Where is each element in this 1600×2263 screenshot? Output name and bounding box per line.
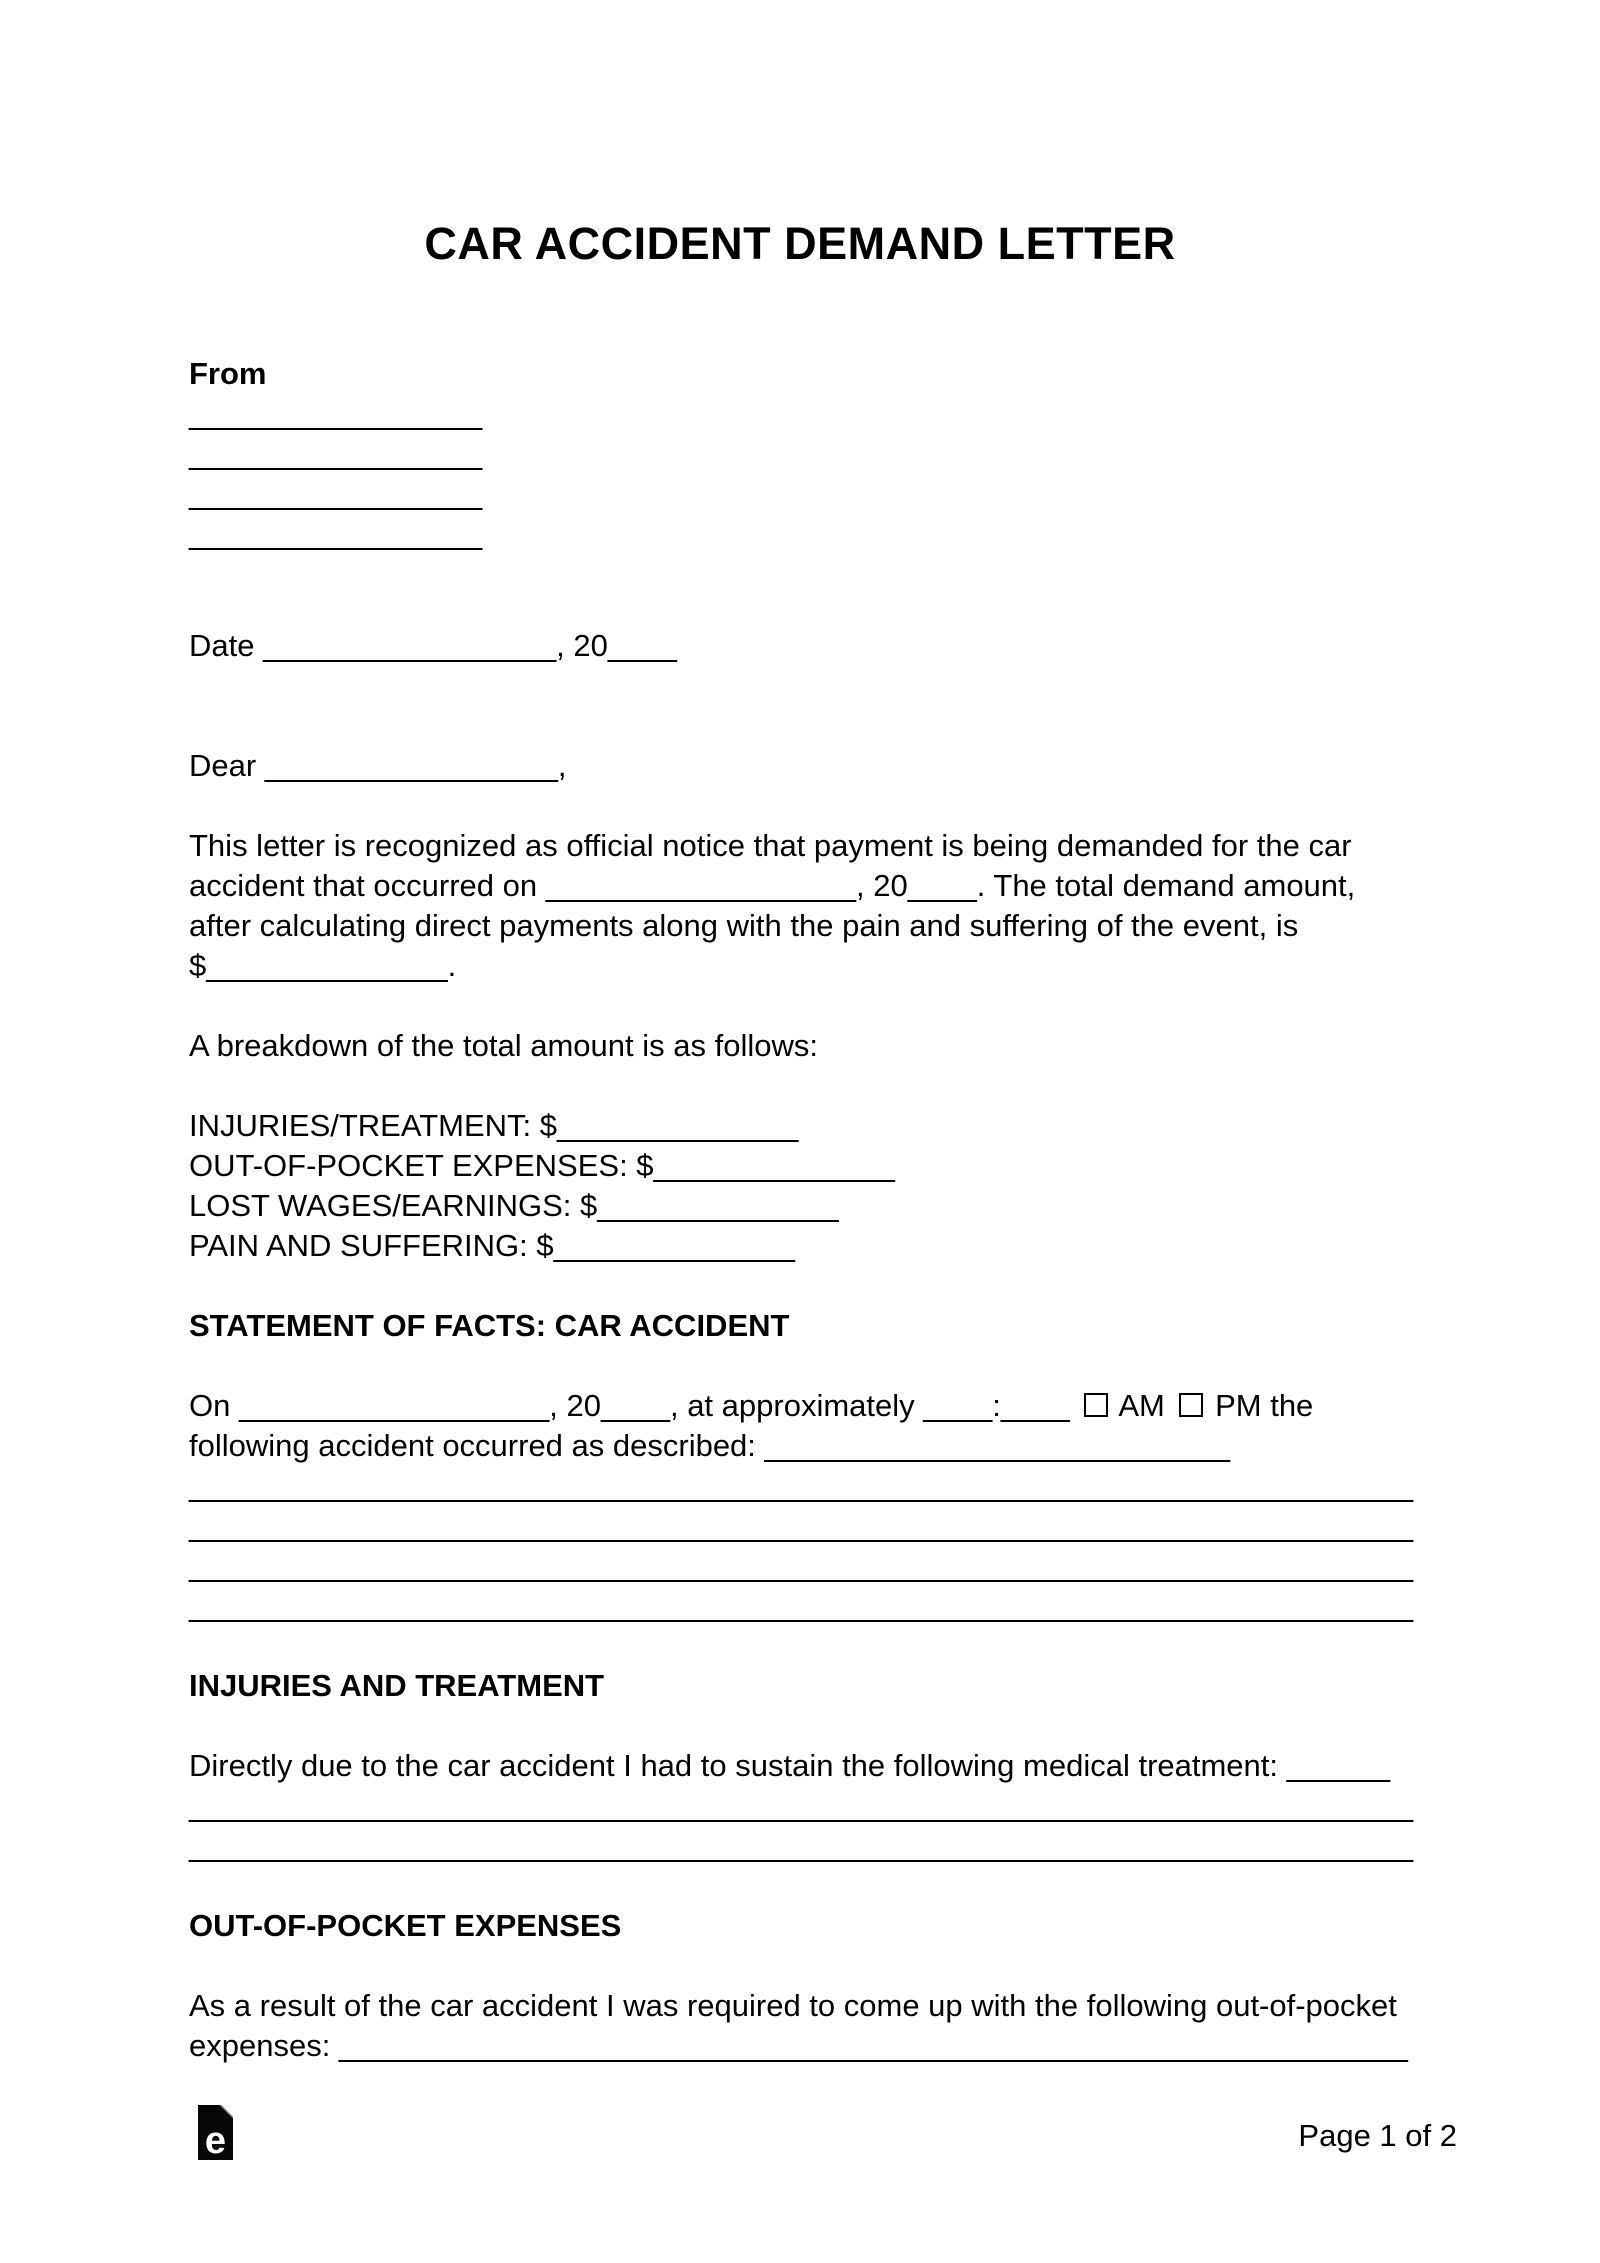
breakdown-item-lost-wages: LOST WAGES/EARNINGS: $______________ <box>189 1188 839 1223</box>
logo-letter: e <box>204 2120 227 2160</box>
page-title: CAR ACCIDENT DEMAND LETTER <box>424 218 1176 269</box>
pm-label: PM <box>1215 1388 1262 1423</box>
from-label: From <box>189 356 267 391</box>
blank-writing-line: _______________________________________________________________________ <box>189 1548 1414 1583</box>
breakdown-item-out-of-pocket: OUT-OF-POCKET EXPENSES: $______________ <box>189 1148 895 1183</box>
breakdown-intro: A breakdown of the total amount is as follows: <box>189 1028 818 1063</box>
expenses-blank-line: expenses: ______________________________________________________________ <box>189 2028 1408 2063</box>
facts-on-suffix: the <box>1270 1388 1314 1423</box>
injuries-heading: INJURIES AND TREATMENT <box>189 1668 605 1703</box>
pm-checkbox[interactable] <box>1179 1393 1203 1417</box>
breakdown-item-injuries: INJURIES/TREATMENT: $______________ <box>189 1108 799 1143</box>
intro-line: accident that occurred on __________________, 20____. The total demand amount, <box>189 868 1356 903</box>
from-blank-line: _________________ <box>189 516 483 551</box>
facts-blank-lines <box>189 1466 1414 1626</box>
from-blank-line: _________________ <box>189 476 483 511</box>
expenses-heading: OUT-OF-POCKET EXPENSES <box>189 1908 622 1943</box>
facts-on-line <box>189 1386 1411 1426</box>
facts-heading: STATEMENT OF FACTS: CAR ACCIDENT <box>189 1308 790 1343</box>
salutation-line: Dear _________________, <box>189 748 567 783</box>
document-icon <box>198 2105 233 2160</box>
page-number: Page 1 of 2 <box>1298 2118 1457 2153</box>
blank-writing-line: _______________________________________________________________________ <box>189 1508 1414 1543</box>
intro-line: after calculating direct payments along with the pain and suffering of the event, is <box>189 908 1299 943</box>
intro-line: This letter is recognized as official notice that payment is being demanded for the car <box>189 828 1352 863</box>
facts-paragraph <box>189 1386 1411 1466</box>
injuries-paragraph <box>189 1746 1414 1866</box>
expenses-paragraph <box>189 1986 1411 2066</box>
intro-line: $______________. <box>189 948 457 983</box>
breakdown-list <box>189 1106 1411 1266</box>
eforms-logo <box>198 2105 233 2160</box>
facts-described-line: following accident occurred as described: ___________________________ <box>189 1428 1231 1463</box>
am-checkbox[interactable] <box>1084 1393 1108 1417</box>
from-blank-line: _________________ <box>189 436 483 471</box>
blank-writing-line: _______________________________________________________________________ <box>189 1828 1414 1863</box>
injuries-line: Directly due to the car accident I had to sustain the following medical treatment: ______ <box>189 1748 1391 1783</box>
date-line: Date _________________, 20____ <box>189 628 677 663</box>
blank-writing-line: _______________________________________________________________________ <box>189 1788 1414 1823</box>
expenses-line: As a result of the car accident I was required to come up with the following out-of-pocket <box>189 1988 1397 2023</box>
breakdown-item-pain-suffering: PAIN AND SUFFERING: $______________ <box>189 1228 795 1263</box>
blank-writing-line: _______________________________________________________________________ <box>189 1468 1414 1503</box>
am-label: AM <box>1118 1388 1165 1423</box>
facts-on-prefix: On __________________, 20____, at approximately ____:____ <box>189 1388 1070 1423</box>
intro-paragraph <box>189 826 1411 986</box>
letter-page <box>189 218 1414 2066</box>
blank-writing-line: _______________________________________________________________________ <box>189 1588 1414 1623</box>
from-blank-line: _________________ <box>189 396 483 431</box>
